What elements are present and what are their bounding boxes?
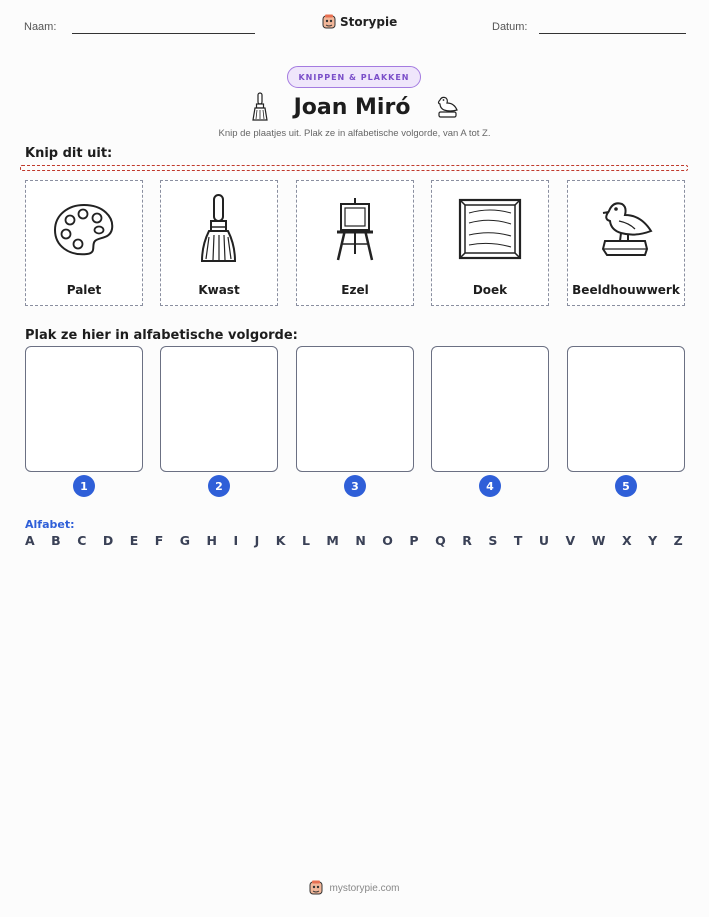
page-title: Joan Miró <box>293 94 411 120</box>
alphabet-letter: G <box>179 533 191 548</box>
paste-slot-4[interactable] <box>431 346 549 472</box>
alphabet-letter: R <box>462 533 472 548</box>
alphabet-letter: H <box>206 533 218 548</box>
alphabet-letter: S <box>488 533 498 548</box>
slot-number-1: 1 <box>73 475 95 497</box>
cut-card-ezel[interactable] <box>296 180 414 306</box>
slot-number-3: 3 <box>344 475 366 497</box>
storypie-mascot-icon <box>309 880 323 896</box>
card-label: Ezel <box>341 283 369 297</box>
alphabet-letter: X <box>621 533 632 548</box>
slot-number-4: 4 <box>479 475 501 497</box>
alphabet-letter: N <box>355 533 366 548</box>
footer <box>0 880 709 896</box>
instructions: Knip de plaatjes uit. Plak ze in alfabetische volgorde, van A tot Z. <box>218 128 491 139</box>
card-label: Palet <box>66 283 102 297</box>
alphabet-letter: Y <box>648 533 658 548</box>
brand-name: Storypie <box>340 15 398 29</box>
cut-section-title: Knip dit uit: <box>25 146 113 161</box>
paste-slot-3[interactable] <box>296 346 414 472</box>
slot-number-5: 5 <box>615 475 637 497</box>
alphabet-letter: M <box>326 533 339 548</box>
alphabet-letter: V <box>565 533 576 548</box>
palette-icon <box>51 201 117 257</box>
footer-url[interactable]: mystorypie.com <box>329 882 400 894</box>
alphabet-letter: J <box>254 533 260 548</box>
alphabet-letter: Q <box>435 533 446 548</box>
storypie-mascot-icon <box>322 14 336 30</box>
alphabet-letter: F <box>154 533 164 548</box>
alphabet-letter: A <box>25 533 35 548</box>
alphabet-letter: D <box>102 533 114 548</box>
bird-sculpture-icon <box>434 95 460 119</box>
cut-card-palet[interactable] <box>25 180 143 306</box>
date-label: Datum: <box>492 21 528 33</box>
title-row <box>250 92 460 122</box>
alphabet-letter: B <box>51 533 61 548</box>
paste-slot-5[interactable] <box>567 346 685 472</box>
alphabet-letter: T <box>513 533 523 548</box>
alphabet-letter: P <box>409 533 419 548</box>
alphabet-letter: W <box>591 533 606 548</box>
alphabet-letter: Z <box>673 533 683 548</box>
name-line[interactable] <box>72 33 255 34</box>
alphabet-letter: I <box>233 533 239 548</box>
cut-card-doek[interactable] <box>431 180 549 306</box>
alphabet-letter: C <box>77 533 87 548</box>
paintbrush-icon <box>250 92 270 122</box>
date-line[interactable] <box>539 33 686 34</box>
alphabet-label: Alfabet: <box>25 518 75 531</box>
alphabet-letter: L <box>301 533 310 548</box>
alphabet-letter: O <box>382 533 393 548</box>
alphabet-letter: U <box>538 533 549 548</box>
card-label: Beeldhouwwerk <box>572 283 680 297</box>
canvas-icon <box>457 197 523 261</box>
paste-slot-2[interactable] <box>160 346 278 472</box>
bird-sculpture-icon <box>595 199 657 259</box>
cut-line <box>20 165 688 171</box>
cut-card-beeldhouwwerk[interactable] <box>567 180 685 306</box>
alphabet-row <box>25 533 683 548</box>
paste-slot-1[interactable] <box>25 346 143 472</box>
paste-section-title: Plak ze hier in alfabetische volgorde: <box>25 328 298 343</box>
activity-badge: KNIPPEN & PLAKKEN <box>287 66 421 88</box>
alphabet-letter: E <box>129 533 139 548</box>
cut-card-kwast[interactable] <box>160 180 278 306</box>
easel-icon <box>333 196 377 262</box>
card-label: Kwast <box>198 283 240 297</box>
paintbrush-icon <box>197 193 241 265</box>
brand-logo <box>322 14 397 30</box>
slot-number-2: 2 <box>208 475 230 497</box>
alphabet-letter: K <box>275 533 286 548</box>
name-label: Naam: <box>24 21 57 33</box>
card-label: Doek <box>472 283 508 297</box>
